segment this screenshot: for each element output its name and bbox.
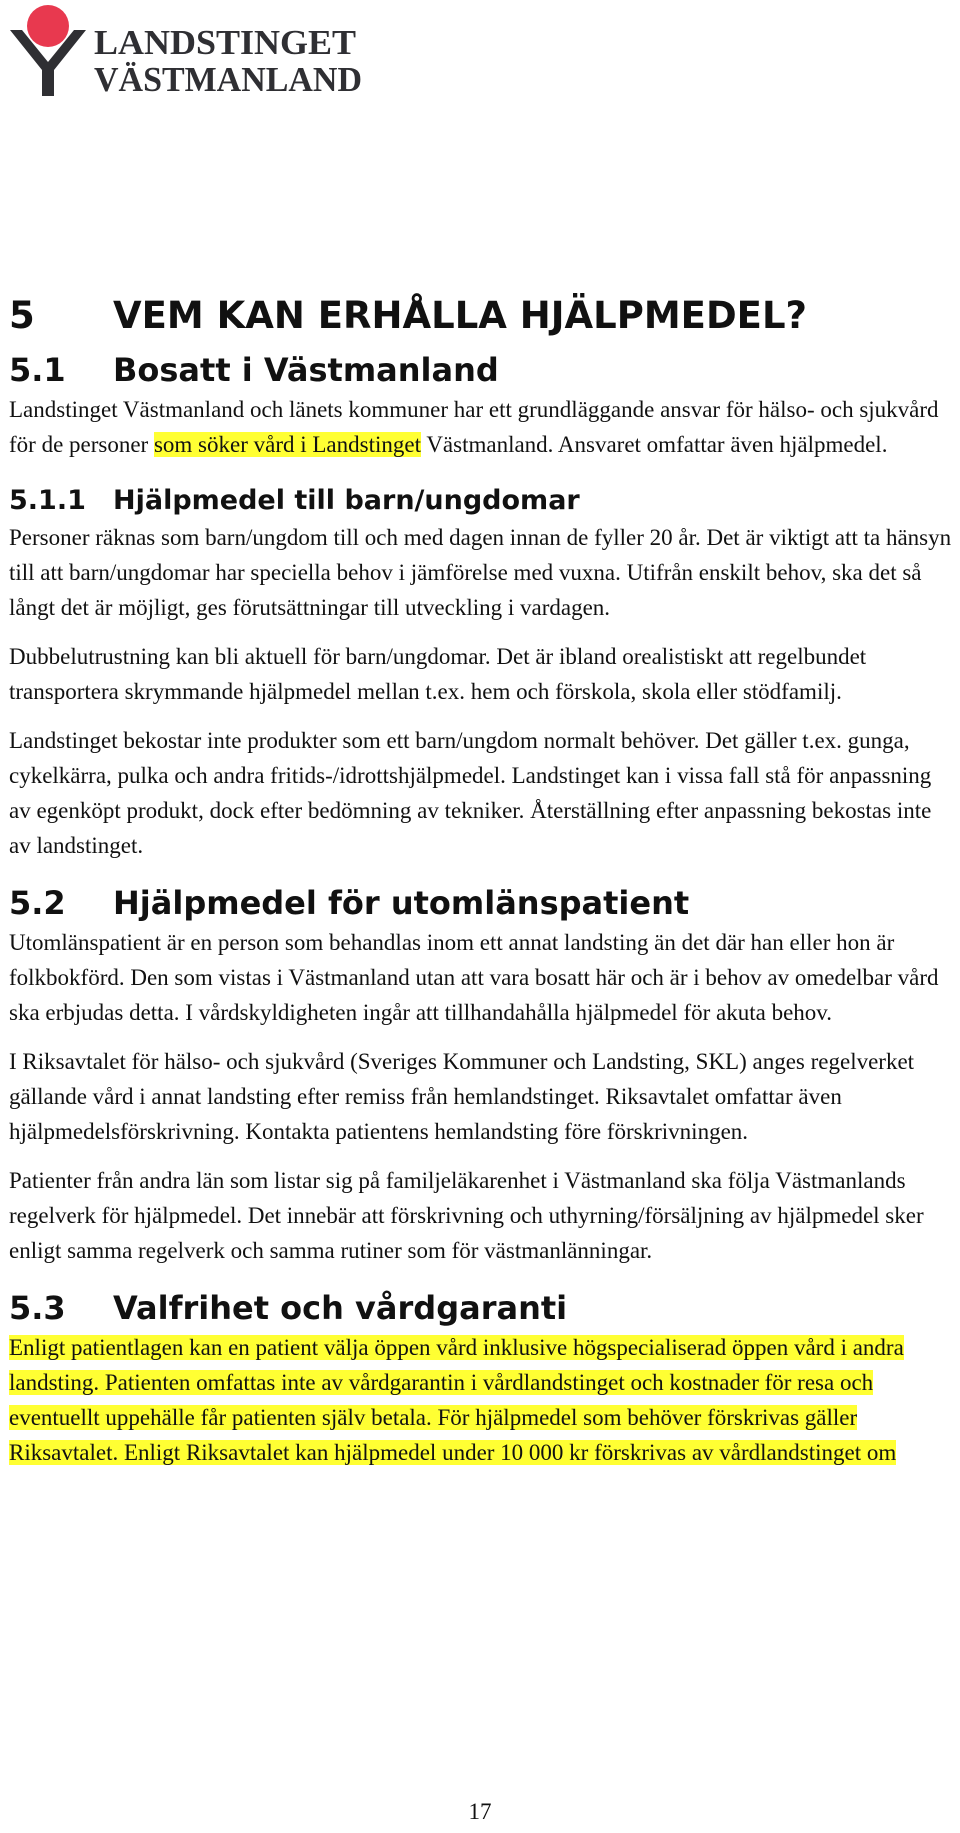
heading-number: 5.3 <box>9 1289 66 1327</box>
heading-number: 5.2 <box>9 884 66 922</box>
heading-5-3 <box>9 1286 955 1330</box>
text-run: Västmanland. Ansvaret omfattar även hjälpmedel. <box>420 432 888 457</box>
page-number: 17 <box>468 1799 492 1824</box>
highlighted-text: som söker vård i Landstinget <box>153 432 421 457</box>
logo-red-circle-icon <box>27 5 69 47</box>
text-run: Landstinget Västmanland och länets kommuner har ett grundläggande ansvar för hälso- och sjukvård för de personer <box>9 397 939 457</box>
heading-title: VEM KAN ERHÅLLA HJÄLPMEDEL? <box>113 294 807 337</box>
heading-5-1 <box>9 348 955 392</box>
highlighted-text: Enligt patientlagen kan en patient välja öppen vård inklusive högspecialiserad öppen vård i andra landsting. Patienten omfattas inte av vårdgarantin i vårdlandstinget och kostnader för resa och eventuellt uppehälle får patienten själv betala. För hjälpmedel som behöver förskrivas gäller Riksavtalet. Enligt Riksavtalet kan hjälpmedel under 10 000 kr förskrivas av vårdlandstinget om <box>9 1335 904 1465</box>
paragraph: Dubbelutrustning kan bli aktuell för barn/ungdomar. Det är ibland orealistiskt att regelbundet transportera skrymmande hjälpmedel mellan t.ex. hem och förskola, skola eller stödfamilj. <box>9 644 867 704</box>
heading-number: 5 <box>9 294 35 337</box>
logo-line1: LANDSTINGET <box>94 23 356 62</box>
paragraph: Patienter från andra län som listar sig på familjeläkarenhet i Västmanland ska följa Västmanlands regelverk för hjälpmedel. Det innebär att förskrivning och uthyrning/försäljning av hjälpmedel sker enligt samma regelverk och samma rutiner som för västmanlänningar. <box>9 1168 924 1263</box>
heading-5-1-1 <box>9 482 955 520</box>
logo-line2: VÄSTMANLAND <box>94 60 362 99</box>
heading-title: Valfrihet och vårdgaranti <box>113 1289 568 1327</box>
paragraph: Landstinget bekostar inte produkter som ett barn/ungdom normalt behöver. Det gäller t.ex. gunga, cykelkärra, pulka och andra fritids-/idrottshjälpmedel. Landstinget kan i vissa fall stå för anpassning av egenköpt produkt, dock efter bedömning av tekniker. Återställning efter anpassning bekostas inte av landstinget. <box>9 728 932 858</box>
landstinget-logo <box>8 4 378 100</box>
paragraph-5-3 <box>9 1330 955 1470</box>
paragraph-5-1 <box>9 392 955 462</box>
paragraph: Personer räknas som barn/ungdom till och med dagen innan de fyller 20 år. Det är viktigt att ta hänsyn till att barn/ungdomar har speciella behov i jämförelse med vuxna. Utifrån enskilt behov, ska det så långt det är möjligt, ges förutsättningar till utveckling i vardagen. <box>9 525 952 620</box>
paragraph: Utomlänspatient är en person som behandlas inom ett annat landsting än det där han eller hon är folkbokförd. Den som vistas i Västmanland utan att vara bosatt här och är i behov av omedelbar vård ska erbjudas detta. I vårdskyldigheten ingår att tillhandahålla hjälpmedel för akuta behov. <box>9 930 939 1025</box>
heading-title: Hjälpmedel till barn/ungdomar <box>113 485 580 516</box>
heading-number: 5.1.1 <box>9 485 86 516</box>
paragraph: I Riksavtalet för hälso- och sjukvård (Sveriges Kommuner och Landsting, SKL) anges regelverket gällande vård i annat landsting efter remiss från hemlandstinget. Riksavtalet omfattar även hjälpmedelsförskrivning. Kontakta patientens hemlandsting före förskrivningen. <box>9 1049 915 1144</box>
heading-5 <box>9 290 955 342</box>
heading-title: Hjälpmedel för utomlänspatient <box>113 884 690 922</box>
heading-number: 5.1 <box>9 351 66 389</box>
heading-title: Bosatt i Västmanland <box>113 351 499 389</box>
document-body <box>9 290 955 1470</box>
heading-5-2 <box>9 881 955 925</box>
